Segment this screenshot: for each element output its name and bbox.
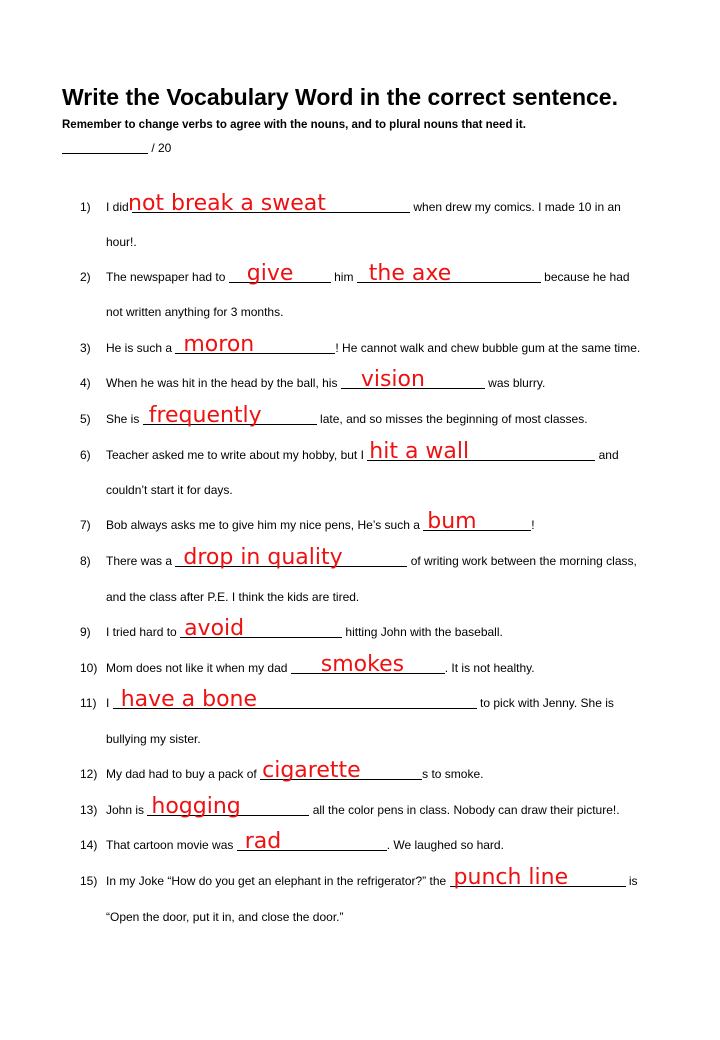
answer-blank[interactable] [450,865,626,890]
question-number: 15) [80,874,98,888]
question-text: I did [106,200,129,214]
question-text: and [598,448,619,462]
question-text: The newspaper had to [106,270,226,284]
handwritten-answer: not break a sweat [128,191,326,216]
score-blank[interactable] [62,141,148,154]
question-number: 14) [80,838,98,852]
question-number: 6) [80,448,91,462]
handwritten-answer: cigarette [262,758,361,783]
question-text: That cartoon movie was [106,838,234,852]
answer-blank[interactable] [367,439,595,464]
answer-blank[interactable] [229,261,331,286]
answer-blank[interactable] [180,616,342,641]
question-number: 7) [80,518,91,532]
question-number: 9) [80,625,91,639]
question-number: 5) [80,412,91,426]
handwritten-answer: give [246,261,294,286]
question-number: 12) [80,767,98,781]
question-text: . We laughed so hard. [386,838,504,852]
question-text: hour!. [106,235,137,249]
question-text: him [334,270,354,284]
handwritten-answer: smokes [320,652,405,677]
handwritten-answer: moron [183,332,255,357]
handwritten-answer: punch line [453,865,569,890]
answer-blank[interactable] [175,545,407,570]
answer-blank[interactable] [147,794,309,819]
question-number: 3) [80,341,91,355]
question-text: My dad had to buy a pack of [106,767,257,781]
answer-blank[interactable] [341,367,485,392]
handwritten-answer: frequently [148,403,262,428]
question-text: I tried hard to [106,625,177,639]
handwritten-answer: hogging [151,794,241,819]
handwritten-answer: rad [244,829,282,854]
answer-blank[interactable] [237,829,387,854]
question-text: ! [531,518,535,532]
answer-blank[interactable] [175,332,335,357]
score-total: / 20 [151,141,172,155]
question-text: Bob always asks me to give him my nice pens, He’s such a [106,518,420,532]
question-text: and the class after P.E. I think the kids are tired. [106,590,360,604]
instructions: Remember to change verbs to agree with the nouns, and to plural nouns that need it. [62,119,526,131]
question-text: was blurry. [488,376,546,390]
question-number: 8) [80,554,91,568]
answer-blank[interactable] [260,758,422,783]
answer-blank[interactable] [357,261,541,286]
question-text: couldn’t start it for days. [106,483,233,497]
question-text: to pick with Jenny. She is [480,696,614,710]
question-text: . It is not healthy. [444,661,535,675]
question-text: when drew my comics. I made 10 in an [413,200,621,214]
worksheet-title: Write the Vocabulary Word in the correct sentence. [62,84,618,110]
question-text: late, and so misses the beginning of most classes. [320,412,588,426]
question-text: I [106,696,110,710]
answer-blank[interactable] [143,403,317,428]
question-text: He is such a [106,341,173,355]
question-text: When he was hit in the head by the ball, his [106,376,338,390]
question-text: not written anything for 3 months. [106,305,284,319]
score-line [62,141,171,155]
question-number: 11) [80,696,97,710]
question-text: She is [106,412,140,426]
handwritten-answer: vision [360,367,425,392]
question-text: Mom does not like it when my dad [106,661,288,675]
question-text: ! He cannot walk and chew bubble gum at the same time. [335,341,641,355]
question-text: There was a [106,554,173,568]
question-number: 2) [80,270,91,284]
question-text: of writing work between the morning class, [410,554,637,568]
handwritten-answer: drop in quality [183,545,343,570]
question-text: is [628,874,638,888]
answer-blank[interactable] [128,191,410,216]
answer-blank[interactable] [291,652,445,677]
question-text: all the color pens in class. Nobody can draw their picture!. [312,803,620,817]
question-number: 4) [80,376,91,390]
handwritten-answer: the axe [368,261,452,286]
answer-blank[interactable] [423,509,531,534]
question-text: bullying my sister. [106,732,201,746]
question-number: 10) [80,661,98,675]
answer-blank[interactable] [113,687,477,712]
question-text: Teacher asked me to write about my hobby, but I [106,448,364,462]
question-text: because he had [544,270,630,284]
handwritten-answer: have a bone [120,687,258,712]
question-text: s to smoke. [422,767,484,781]
question-text: hitting John with the baseball. [345,625,503,639]
question-text: “Open the door, put it in, and close the door.” [106,910,344,924]
handwritten-answer: bum [427,509,477,534]
question-text: John is [106,803,145,817]
question-text: In my Joke “How do you get an elephant in the refrigerator?” the [106,874,447,888]
question-number: 13) [80,803,98,817]
question-number: 1) [80,200,91,214]
handwritten-answer: hit a wall [369,439,470,464]
handwritten-answer: avoid [184,616,245,641]
